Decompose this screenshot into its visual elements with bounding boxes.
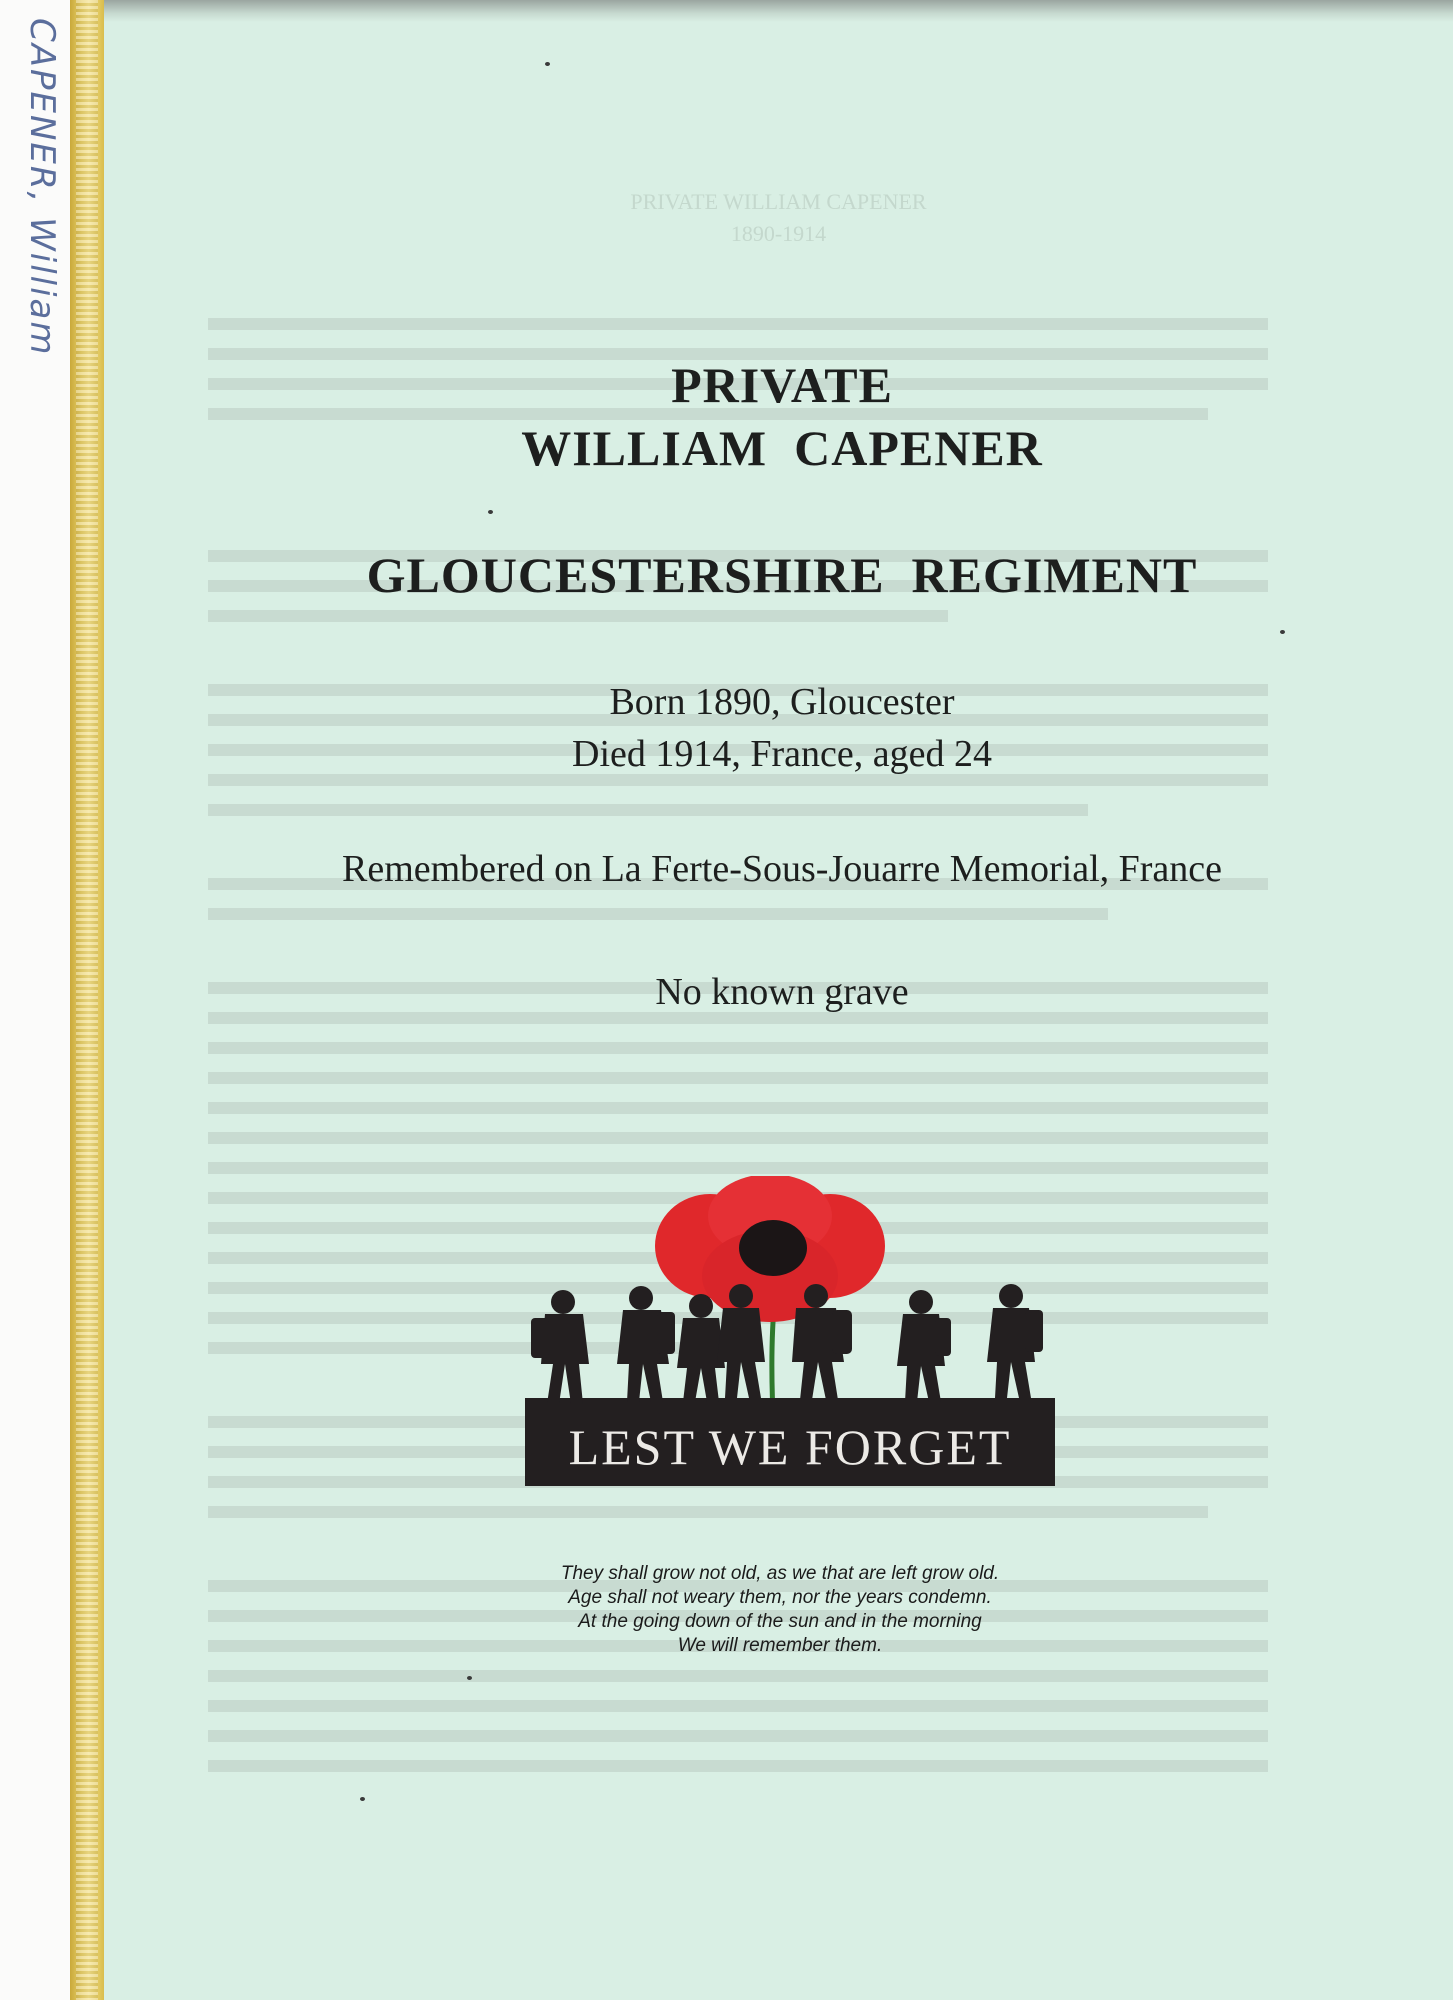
rank-heading: PRIVATE bbox=[671, 357, 893, 413]
memorial-line: Remembered on La Ferte-Sous-Jouarre Memorial, France bbox=[341, 848, 1223, 890]
poppy-and-soldiers-illustration bbox=[525, 1176, 1055, 1416]
banner-text: LEST WE FORGET bbox=[568, 1419, 1012, 1475]
poppy-icon bbox=[655, 1176, 885, 1322]
show-through-title-line2: 1890-1914 bbox=[730, 221, 827, 246]
birth-line: Born 1890, Gloucester bbox=[609, 681, 955, 723]
dust-speck bbox=[488, 510, 493, 514]
show-through-title-line1: PRIVATE WILLIAM CAPENER bbox=[630, 189, 927, 214]
lest-we-forget-banner bbox=[525, 1408, 1055, 1486]
ode-of-remembrance bbox=[430, 1562, 1130, 1658]
show-through-text-lines bbox=[208, 318, 1268, 1778]
grave-line: No known grave bbox=[655, 971, 909, 1013]
spine-label-text: CAPENER, William bbox=[22, 18, 62, 357]
regiment-heading: GLOUCESTERSHIRE REGIMENT bbox=[366, 547, 1198, 603]
name-heading: WILLIAM CAPENER bbox=[521, 420, 1043, 476]
dust-speck bbox=[1280, 630, 1285, 634]
handwritten-spine-label bbox=[8, 18, 68, 398]
lest-we-forget-emblem bbox=[525, 1176, 1055, 1486]
scan-shadow bbox=[104, 0, 1453, 22]
dust-speck bbox=[467, 1676, 472, 1680]
poem-line: Age shall not weary them, nor the years condemn. bbox=[568, 1587, 992, 1608]
dust-speck bbox=[545, 62, 550, 66]
death-line: Died 1914, France, aged 24 bbox=[572, 733, 992, 775]
poem-line: They shall grow not old, as we that are left grow old. bbox=[560, 1563, 1000, 1584]
dust-speck bbox=[360, 1797, 365, 1801]
poem-line: We will remember them. bbox=[677, 1635, 883, 1656]
poem-line: At the going down of the sun and in the morning bbox=[578, 1611, 982, 1632]
plastic-binding-strip bbox=[70, 0, 104, 2000]
show-through-title bbox=[104, 186, 1453, 250]
